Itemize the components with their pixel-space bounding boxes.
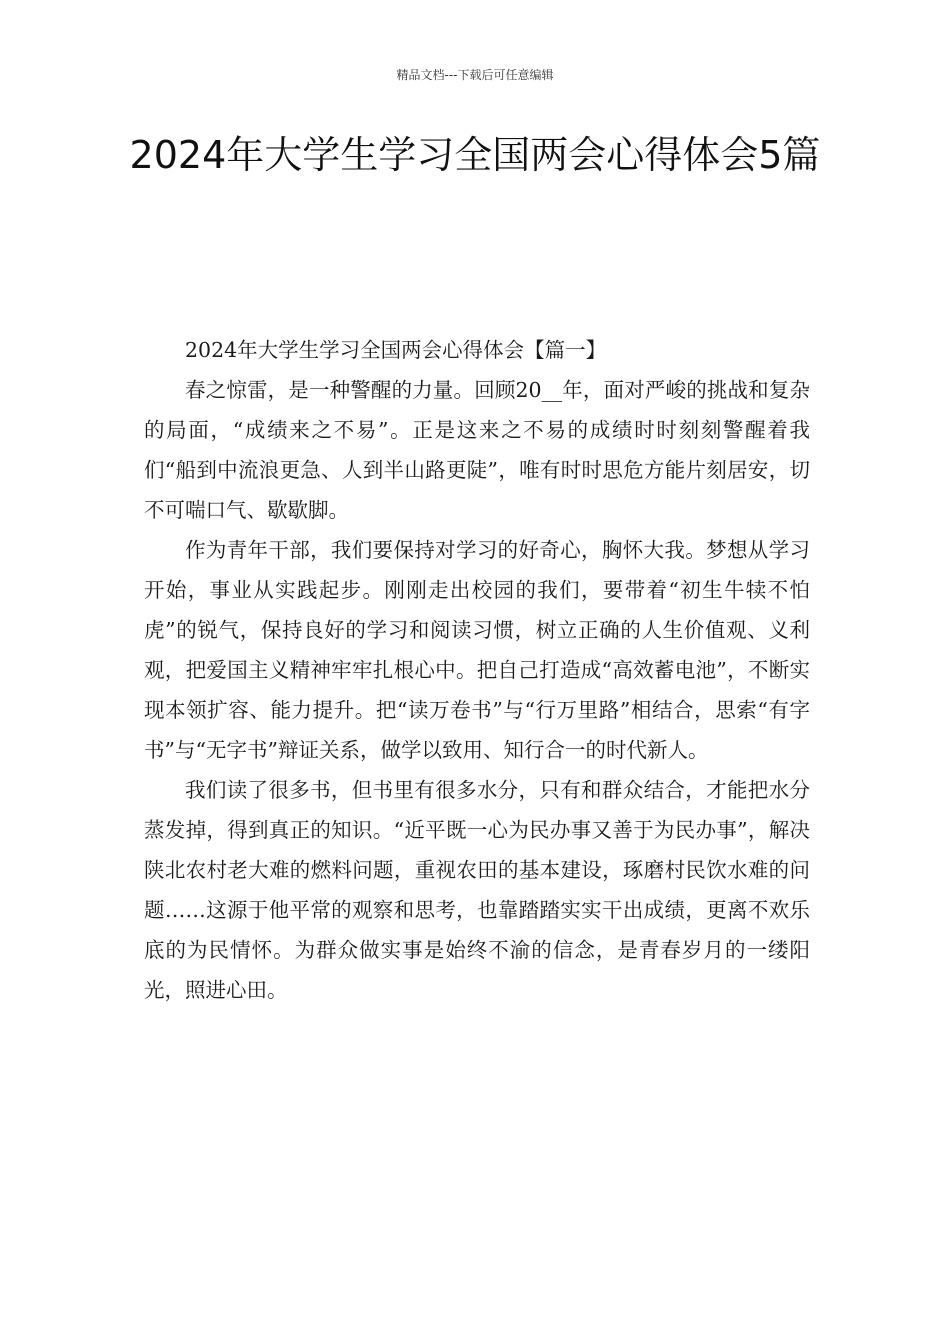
section-heading: 2024年大学生学习全国两会心得体会【篇一】 [185,338,607,362]
paragraph: 春之惊雷，是一种警醒的力量。回顾20__年，面对严峻的挑战和复杂的局面，“成绩来之不易”。正是这来之不易的成绩时时刻刻警醒着我们“船到中流浪更急、人到半山路更陡”，唯有时时思危方能片刻居安，切不可喘口气、歇歇脚。 [144,378,810,522]
header-note: 精品文档---下载后可任意编辑 [396,68,554,82]
document-title: 2024年大学生学习全国两会心得体会5篇 [129,133,821,177]
document-body [144,330,810,1010]
paragraph: 作为青年干部，我们要保持对学习的好奇心，胸怀大我。梦想从学习开始，事业从实践起步。刚刚走出校园的我们，要带着“初生牛犊不怕虎”的锐气，保持良好的学习和阅读习惯，树立正确的人生价值观、义利观，把爱国主义精神牢牢扎根心中。把自己打造成“高效蓄电池”，不断实现本领扩容、能力提升。把“读万卷书”与“行万里路”相结合，思索“有字书”与“无字书”辩证关系，做学以致用、知行合一的时代新人。 [144,538,810,762]
paragraph: 我们读了很多书，但书里有很多水分，只有和群众结合，才能把水分蒸发掉，得到真正的知识。“近平既一心为民办事又善于为民办事”，解决陕北农村老大难的燃料问题，重视农田的基本建设，琢磨村民饮水难的问题……这源于他平常的观察和思考，也靠踏踏实实干出成绩，更离不欢乐底的为民情怀。为群众做实事是始终不渝的信念，是青春岁月的一缕阳光，照进心田。 [144,778,810,1002]
